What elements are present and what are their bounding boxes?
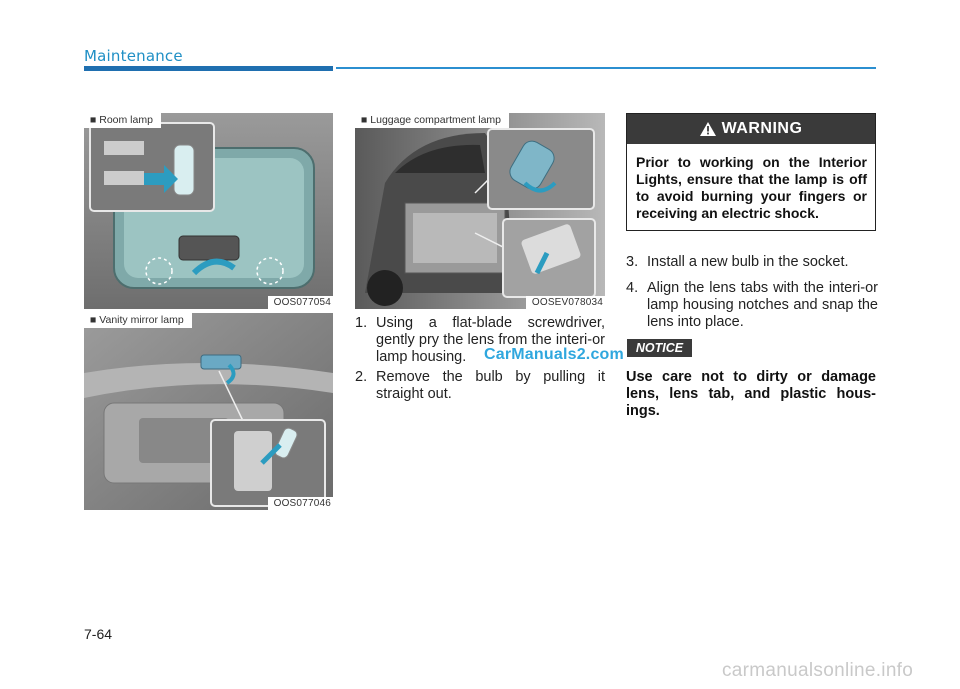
notice-text: Use care not to dirty or damage lens, lens tab, and plastic hous-ings. bbox=[626, 369, 876, 419]
figure-luggage-compartment-lamp bbox=[355, 113, 605, 309]
warning-box bbox=[626, 113, 876, 231]
header-rule-dark bbox=[84, 66, 333, 71]
section-title: Maintenance bbox=[84, 47, 183, 65]
header-rule-light bbox=[336, 67, 876, 69]
step-text: Install a new bulb in the socket. bbox=[647, 254, 849, 270]
step-number: 1. bbox=[355, 315, 368, 331]
step-number: 4. bbox=[626, 280, 639, 296]
figure-label: ■ Luggage compartment lamp bbox=[355, 113, 509, 128]
step-text: Using a flat-blade screwdriver, gently pry the lens from the interi-or lamp housing. bbox=[376, 315, 605, 365]
figure-label: ■ Vanity mirror lamp bbox=[84, 313, 192, 328]
luggage-lamp-illustration bbox=[355, 113, 605, 309]
figure-code: OOS077054 bbox=[268, 296, 333, 309]
step-number: 2. bbox=[355, 369, 368, 385]
room-lamp-illustration bbox=[84, 113, 333, 309]
page-number: 7-64 bbox=[84, 626, 113, 642]
figure-label: ■ Room lamp bbox=[84, 113, 161, 128]
watermark: CarManuals2.com bbox=[484, 346, 624, 363]
step-number: 3. bbox=[626, 254, 639, 270]
step-text: Remove the bulb by pulling it straight out. bbox=[376, 369, 605, 402]
figure-vanity-mirror-lamp bbox=[84, 313, 333, 510]
site-watermark: carmanualsonline.info bbox=[722, 660, 914, 681]
vanity-mirror-lamp-illustration bbox=[84, 313, 333, 510]
notice-tag: NOTICE bbox=[627, 339, 692, 357]
figure-room-lamp bbox=[84, 113, 333, 309]
warning-text: Prior to working on the Interior Lights, ensure that the lamp is off to avoid burning your fingers or receiving an electric shock. bbox=[636, 154, 867, 221]
step-4 bbox=[626, 280, 878, 331]
warning-title: WARNING bbox=[721, 120, 803, 137]
step-text: Align the lens tabs with the interi-or lamp housing notches and snap the lens into place. bbox=[647, 280, 878, 330]
step-2 bbox=[355, 369, 605, 403]
step-3 bbox=[626, 254, 878, 271]
figure-code: OOS077046 bbox=[268, 497, 333, 510]
figure-code: OOSEV078034 bbox=[526, 296, 605, 309]
warning-header bbox=[627, 114, 875, 144]
warning-triangle-icon bbox=[700, 122, 716, 136]
